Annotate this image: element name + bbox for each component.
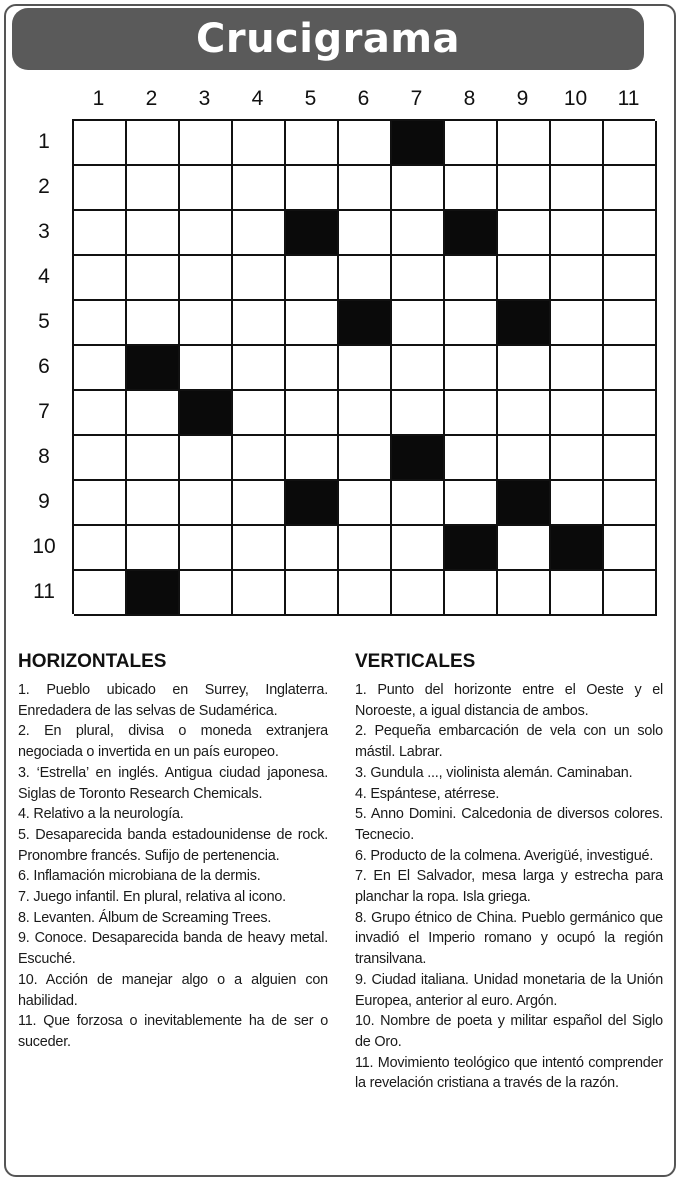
title-banner	[12, 8, 644, 70]
answer-cell[interactable]	[74, 481, 127, 526]
black-cell	[180, 391, 233, 436]
answer-cell[interactable]	[339, 211, 392, 256]
answer-cell[interactable]	[551, 301, 604, 346]
answer-cell[interactable]	[180, 301, 233, 346]
answer-cell[interactable]	[127, 391, 180, 436]
answer-cell[interactable]	[551, 391, 604, 436]
answer-cell[interactable]	[445, 346, 498, 391]
row-number: 3	[38, 220, 50, 243]
answer-cell[interactable]	[233, 436, 286, 481]
column-number: 3	[198, 87, 211, 110]
answer-cell[interactable]	[74, 121, 127, 166]
verticales-clue: 3. Gundula ..., violinista alemán. Caminaban.	[355, 764, 633, 781]
answer-cell[interactable]	[233, 301, 286, 346]
horizontales-clue: 11. Que forzosa o inevitablemente ha de ser o suceder.	[18, 1013, 328, 1050]
answer-cell[interactable]	[180, 571, 233, 616]
answer-cell[interactable]	[604, 346, 657, 391]
answer-cell[interactable]	[604, 526, 657, 571]
row-number: 11	[33, 580, 55, 603]
row-number: 4	[38, 265, 50, 288]
answer-cell[interactable]	[392, 346, 445, 391]
answer-cell[interactable]	[604, 301, 657, 346]
answer-cell[interactable]	[498, 256, 551, 301]
answer-cell[interactable]	[339, 121, 392, 166]
column-number: 6	[357, 87, 370, 110]
answer-cell[interactable]	[233, 481, 286, 526]
answer-cell[interactable]	[339, 571, 392, 616]
verticales-section	[355, 650, 663, 1094]
answer-cell[interactable]	[339, 391, 392, 436]
answer-cell[interactable]	[180, 121, 233, 166]
answer-cell[interactable]	[286, 526, 339, 571]
answer-cell[interactable]	[604, 211, 657, 256]
answer-cell[interactable]	[127, 481, 180, 526]
black-cell	[551, 526, 604, 571]
black-cell	[498, 301, 551, 346]
answer-cell[interactable]	[339, 436, 392, 481]
answer-cell[interactable]	[180, 346, 233, 391]
answer-cell[interactable]	[498, 391, 551, 436]
answer-cell[interactable]	[445, 256, 498, 301]
horizontales-clue: 2. En plural, divisa o moneda extranjera negociada o invertida en un país europeo.	[18, 723, 328, 761]
answer-cell[interactable]	[392, 166, 445, 211]
answer-cell[interactable]	[604, 436, 657, 481]
column-number: 11	[617, 87, 640, 110]
answer-cell[interactable]	[392, 391, 445, 436]
answer-cell[interactable]	[339, 166, 392, 211]
row-numbers	[16, 119, 72, 614]
answer-cell[interactable]	[339, 346, 392, 391]
answer-cell[interactable]	[551, 166, 604, 211]
column-number: 5	[304, 87, 317, 110]
answer-cell[interactable]	[127, 301, 180, 346]
answer-cell[interactable]	[180, 256, 233, 301]
answer-cell[interactable]	[74, 571, 127, 616]
horizontales-clue: 10. Acción de manejar algo o a alguien con habilidad.	[18, 971, 328, 1009]
horizontales-clue: 7. Juego infantil. En plural, relativa al icono.	[18, 889, 286, 906]
answer-cell[interactable]	[445, 436, 498, 481]
row-number: 7	[38, 400, 50, 423]
verticales-clue: 9. Ciudad italiana. Unidad monetaria de la Unión Europea, anterior al euro. Argón.	[355, 971, 663, 1009]
answer-cell[interactable]	[604, 121, 657, 166]
answer-cell[interactable]	[286, 256, 339, 301]
answer-cell[interactable]	[339, 526, 392, 571]
answer-cell[interactable]	[180, 436, 233, 481]
verticales-heading: VERTICALES	[355, 651, 476, 672]
row-number: 10	[32, 535, 56, 558]
answer-cell[interactable]	[392, 301, 445, 346]
answer-cell[interactable]	[286, 166, 339, 211]
verticales-clue: 2. Pequeña embarcación de vela con un solo mástil. Labrar.	[355, 723, 663, 761]
answer-cell[interactable]	[551, 256, 604, 301]
answer-cell[interactable]	[74, 346, 127, 391]
verticales-clue: 6. Producto de la colmena. Averigüé, investigué.	[355, 847, 654, 864]
row-number: 1	[38, 130, 50, 153]
horizontales-clue: 3. ‘Estrella’ en inglés. Antigua ciudad japonesa. Siglas de Toronto Research Chemicals.	[18, 764, 328, 802]
answer-cell[interactable]	[127, 436, 180, 481]
puzzle-title: Crucigrama	[195, 16, 460, 62]
column-number: 8	[463, 87, 476, 110]
row-number: 5	[38, 310, 50, 333]
row-number: 8	[38, 445, 50, 468]
answer-cell[interactable]	[233, 526, 286, 571]
answer-cell[interactable]	[180, 166, 233, 211]
answer-cell[interactable]	[127, 121, 180, 166]
answer-cell[interactable]	[74, 256, 127, 301]
answer-cell[interactable]	[551, 346, 604, 391]
crossword-grid	[72, 119, 655, 614]
answer-cell[interactable]	[74, 211, 127, 256]
answer-cell[interactable]	[180, 526, 233, 571]
answer-cell[interactable]	[551, 571, 604, 616]
answer-cell[interactable]	[233, 571, 286, 616]
answer-cell[interactable]	[498, 526, 551, 571]
black-cell	[339, 301, 392, 346]
verticales-clue: 1. Punto del horizonte entre el Oeste y el Noroeste, a igual distancia de ambos.	[355, 682, 663, 719]
answer-cell[interactable]	[604, 256, 657, 301]
answer-cell[interactable]	[233, 256, 286, 301]
column-number: 10	[563, 87, 588, 110]
verticales-clue: 11. Movimiento teológico que intentó comprender la revelación cristiana a través de la razón.	[355, 1054, 663, 1092]
horizontales-clue: 9. Conoce. Desaparecida banda de heavy metal. Escuché.	[18, 930, 328, 968]
answer-cell[interactable]	[180, 211, 233, 256]
answer-cell[interactable]	[551, 481, 604, 526]
answer-cell[interactable]	[74, 301, 127, 346]
answer-cell[interactable]	[604, 166, 657, 211]
answer-cell[interactable]	[286, 436, 339, 481]
answer-cell[interactable]	[392, 571, 445, 616]
black-cell	[286, 211, 339, 256]
answer-cell[interactable]	[498, 346, 551, 391]
answer-cell[interactable]	[445, 391, 498, 436]
answer-cell[interactable]	[498, 166, 551, 211]
verticales-clue: 8. Grupo étnico de China. Pueblo germánico que invadió el Imperio romano y ocupó la región transilvana.	[355, 909, 663, 968]
black-cell	[445, 526, 498, 571]
column-numbers	[72, 84, 655, 114]
column-number: 4	[251, 87, 264, 110]
answer-cell[interactable]	[445, 301, 498, 346]
answer-cell[interactable]	[445, 166, 498, 211]
answer-cell[interactable]	[127, 211, 180, 256]
answer-cell[interactable]	[392, 211, 445, 256]
answer-cell[interactable]	[339, 256, 392, 301]
horizontales-clue: 4. Relativo a la neurología.	[18, 806, 184, 823]
answer-cell[interactable]	[286, 121, 339, 166]
black-cell	[127, 571, 180, 616]
horizontales-clue: 1. Pueblo ubicado en Surrey, Inglaterra. Enredadera de las selvas de Sudamérica.	[18, 682, 328, 719]
answer-cell[interactable]	[233, 346, 286, 391]
answer-cell[interactable]	[498, 571, 551, 616]
verticales-clue: 7. En El Salvador, mesa larga y estrecha para planchar la ropa. Isla griega.	[355, 868, 663, 906]
verticales-clue: 5. Anno Domini. Calcedonia de diversos colores. Tecnecio.	[355, 806, 663, 843]
answer-cell[interactable]	[286, 391, 339, 436]
answer-cell[interactable]	[604, 391, 657, 436]
black-cell	[498, 481, 551, 526]
row-number: 6	[38, 355, 50, 378]
horizontales-clue: 8. Levanten. Álbum de Screaming Trees.	[18, 909, 272, 926]
answer-cell[interactable]	[286, 301, 339, 346]
verticales-list	[355, 680, 663, 1094]
black-cell	[392, 436, 445, 481]
horizontales-heading: HORIZONTALES	[18, 651, 167, 672]
answer-cell[interactable]	[127, 166, 180, 211]
column-number: 7	[410, 87, 423, 110]
answer-cell[interactable]	[498, 211, 551, 256]
answer-cell[interactable]	[498, 121, 551, 166]
answer-cell[interactable]	[180, 481, 233, 526]
horizontales-clue: 6. Inflamación microbiana de la dermis.	[18, 868, 261, 885]
answer-cell[interactable]	[551, 211, 604, 256]
answer-cell[interactable]	[445, 121, 498, 166]
black-cell	[127, 346, 180, 391]
answer-cell[interactable]	[604, 571, 657, 616]
answer-cell[interactable]	[74, 166, 127, 211]
answer-cell[interactable]	[551, 121, 604, 166]
answer-cell[interactable]	[233, 121, 286, 166]
horizontales-section	[18, 650, 328, 1053]
answer-cell[interactable]	[233, 391, 286, 436]
answer-cell[interactable]	[286, 346, 339, 391]
answer-cell[interactable]	[392, 481, 445, 526]
answer-cell[interactable]	[498, 436, 551, 481]
answer-cell[interactable]	[233, 166, 286, 211]
column-number: 9	[516, 87, 529, 110]
answer-cell[interactable]	[445, 481, 498, 526]
horizontales-list	[18, 680, 328, 1053]
answer-cell[interactable]	[233, 211, 286, 256]
black-cell	[286, 481, 339, 526]
column-number: 2	[145, 87, 158, 110]
verticales-clue: 10. Nombre de poeta y militar español del Siglo de Oro.	[355, 1013, 663, 1050]
answer-cell[interactable]	[392, 526, 445, 571]
answer-cell[interactable]	[339, 481, 392, 526]
answer-cell[interactable]	[74, 526, 127, 571]
answer-cell[interactable]	[286, 571, 339, 616]
answer-cell[interactable]	[127, 526, 180, 571]
verticales-clue: 4. Espántese, atérrese.	[355, 785, 500, 802]
horizontales-clue: 5. Desaparecida banda estadounidense de rock. Pronombre francés. Sufijo de pertenencia.	[18, 826, 328, 864]
answer-cell[interactable]	[392, 256, 445, 301]
black-cell	[392, 121, 445, 166]
answer-cell[interactable]	[445, 571, 498, 616]
black-cell	[445, 211, 498, 256]
column-number: 1	[92, 87, 105, 110]
answer-cell[interactable]	[74, 436, 127, 481]
answer-cell[interactable]	[74, 391, 127, 436]
row-number: 9	[38, 490, 50, 513]
answer-cell[interactable]	[551, 436, 604, 481]
row-number: 2	[38, 175, 50, 198]
answer-cell[interactable]	[604, 481, 657, 526]
answer-cell[interactable]	[127, 256, 180, 301]
